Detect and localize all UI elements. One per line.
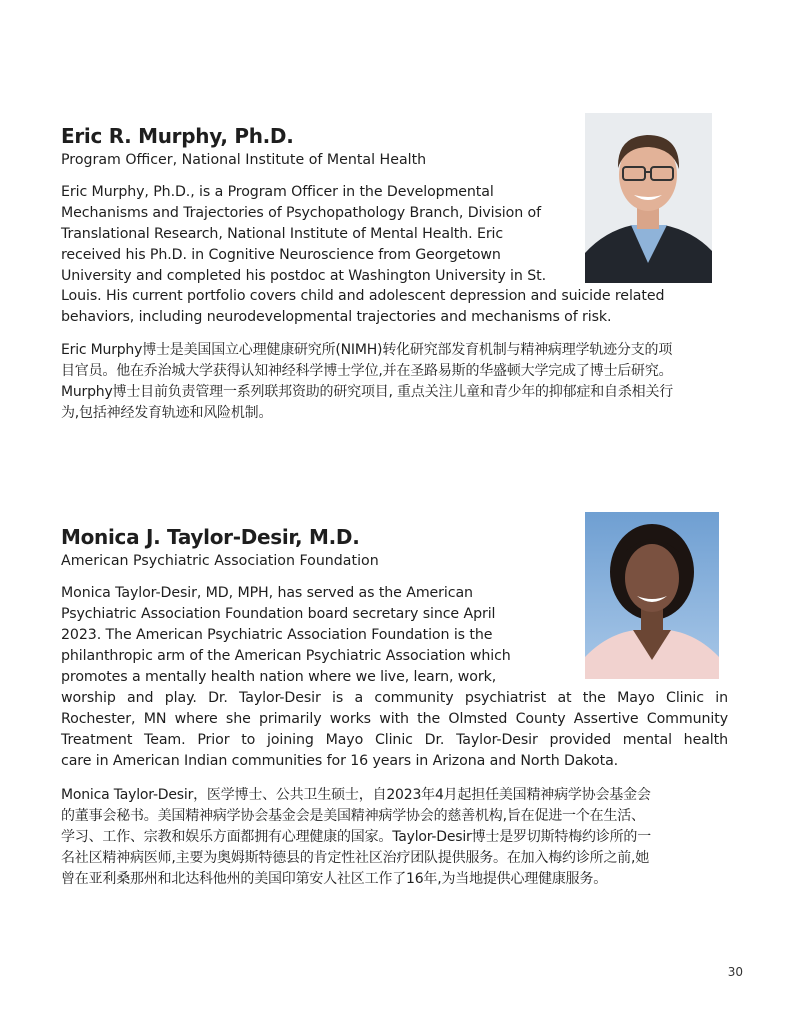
page-number: 30 [727, 965, 743, 979]
bio-zh-line: Eric Murphy博士是美国国立心理健康研究所(NIMH)转化研究部发育机制与精神病理学轨迹分支的项 [61, 342, 673, 358]
person-role: Program Officer, National Institute of Mental Health [61, 152, 427, 168]
bio-zh-line: 为,包括神经发育轨迹和风险机制。 [61, 405, 273, 421]
bio-zh-line: 曾在亚利桑那州和北达科他州的美国印第安人社区工作了16年,为当地提供心理健康服务。 [61, 871, 608, 887]
portrait-photo [585, 113, 712, 283]
bio-line: care in American Indian communities for 16 years in Arizona and North Dakota. [61, 753, 619, 769]
bio-line: Rochester, MN where she primarily works with the Olmsted County Assertive Community [61, 711, 728, 727]
person-role: American Psychiatric Association Foundation [61, 553, 379, 569]
bio-zh-line: Monica Taylor-Desir，医学博士、公共卫生硕士，自2023年4月起担任美国精神病学协会基金会 [61, 787, 651, 803]
bio-line: worship and play. Dr. Taylor-Desir is a community psychiatrist at the Mayo Clinic in [61, 690, 728, 706]
bio-line: promotes a mentally health nation where we live, learn, work, [61, 669, 497, 685]
person-name: Monica J. Taylor-Desir, M.D. [61, 525, 360, 549]
bio-line: behaviors, including neurodevelopmental trajectories and mechanisms of risk. [61, 309, 612, 325]
bio-line: received his Ph.D. in Cognitive Neuroscience from Georgetown [61, 247, 501, 263]
bio-line: 2023. The American Psychiatric Association Foundation is the [61, 627, 493, 643]
bio-zh-line: 名社区精神病医师,主要为奥姆斯特德县的肯定性社区治疗团队提供服务。在加入梅约诊所之前,她 [61, 850, 650, 866]
bio-line: Psychiatric Association Foundation board secretary since April [61, 606, 496, 622]
bio-zh-line: 目官员。他在乔治城大学获得认知神经科学博士学位,并在圣路易斯的华盛顿大学完成了博士后研究。 [61, 363, 673, 379]
bio-zh-line: Murphy博士目前负责管理一系列联邦资助的研究项目, 重点关注儿童和青少年的抑郁症和自杀相关行 [61, 384, 674, 400]
bio-line: Eric Murphy, Ph.D., is a Program Officer in the Developmental [61, 184, 494, 200]
portrait-photo [585, 512, 719, 679]
bio-line: Treatment Team. Prior to joining Mayo Clinic Dr. Taylor-Desir provided mental health [61, 732, 728, 748]
bio-zh-line: 的董事会秘书。美国精神病学协会基金会是美国精神病学协会的慈善机构,旨在促进一个在生活、 [61, 808, 645, 824]
bio-line: University and completed his postdoc at Washington University in St. [61, 268, 546, 284]
bio-line: Louis. His current portfolio covers child and adolescent depression and suicide related [61, 288, 665, 304]
bio-line: Monica Taylor-Desir, MD, MPH, has served as the American [61, 585, 473, 601]
person-name: Eric R. Murphy, Ph.D. [61, 124, 294, 148]
bio-zh-line: 学习、工作、宗教和娱乐方面都拥有心理健康的国家。Taylor-Desir博士是罗切斯特梅约诊所的一 [61, 829, 651, 845]
bio-line: philanthropic arm of the American Psychiatric Association which [61, 648, 511, 664]
bio-line: Mechanisms and Trajectories of Psychopathology Branch, Division of [61, 205, 542, 221]
bio-line: Translational Research, National Institute of Mental Health. Eric [61, 226, 504, 242]
